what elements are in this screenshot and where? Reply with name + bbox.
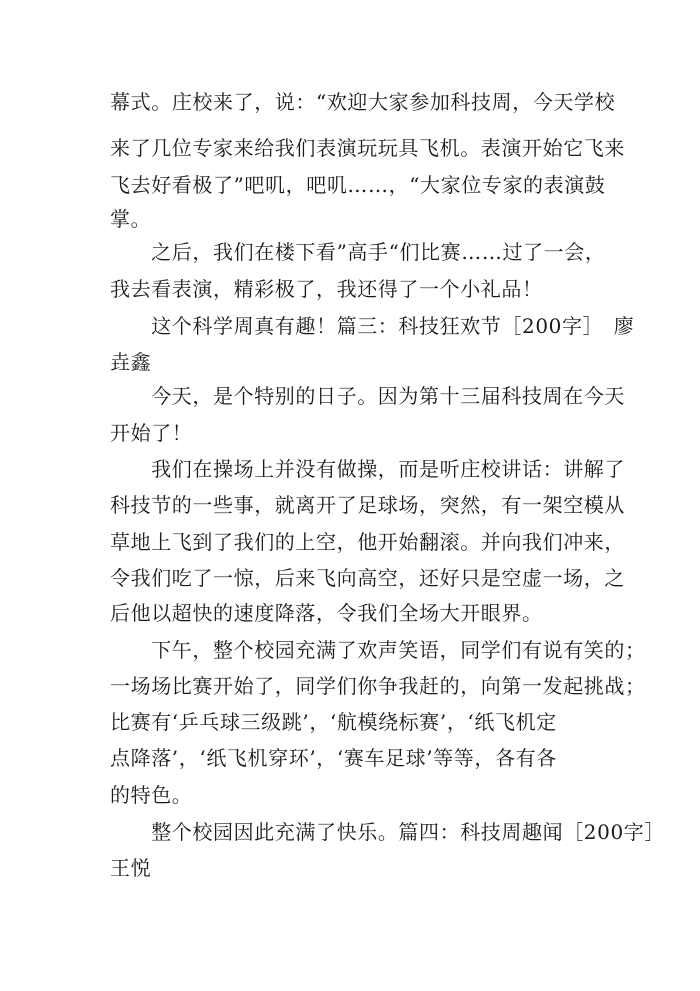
- text-line-4: 掌。: [110, 207, 152, 231]
- text-line-16: 下午，整个校园充满了欢声笑语，同学们有说有笑的；: [110, 638, 646, 662]
- text-line-18: 比赛有‘乒乓球三级跳’，‘航模绕标赛’，‘纸飞机定: [110, 710, 557, 734]
- text-line-5: 之后，我们在楼下看”高手“们比赛……过了一会，: [110, 240, 606, 264]
- text-line-1: 幕式。庄校来了，说：“欢迎大家参加科技周，今天学校: [110, 90, 616, 114]
- text-line-14: 令我们吃了一惊，后来飞向高空，还好只是空虚一场，之: [110, 566, 625, 590]
- text-line-19: 点降落’，‘纸飞机穿环’，‘赛车足球’等等，各有各: [110, 746, 557, 770]
- text-line-17: 一场场比赛开始了，同学们你争我赶的，向第一发起挑战；: [110, 674, 646, 698]
- text-line-3: 飞去好看极了”吧叽，吧叽……，“大家位专家的表演鼓: [110, 173, 606, 197]
- text-line-9: 今天，是个特别的日子。因为第十三届科技周在今天: [110, 384, 625, 408]
- text-line-11: 我们在操场上并没有做操，而是听庄校讲话：讲解了: [110, 457, 625, 481]
- text-line-2: 来了几位专家来给我们表演玩玩具飞机。表演开始它飞来: [110, 136, 625, 160]
- text-line-7: 这个科学周真有趣！篇三：科技狂欢节［200字］ 廖: [110, 314, 635, 338]
- text-line-6: 我去看表演，精彩极了，我还得了一个小礼品！: [110, 277, 543, 301]
- text-line-21: 整个校园因此充满了快乐。篇四：科技周趣闻［200字］: [110, 820, 665, 844]
- text-line-8: 垚鑫: [110, 350, 152, 374]
- text-line-22: 王悦: [110, 856, 152, 880]
- text-line-13: 草地上飞到了我们的上空，他开始翻滚。并向我们冲来，: [110, 530, 625, 554]
- text-line-20: 的特色。: [110, 783, 193, 807]
- text-line-10: 开始了！: [110, 421, 193, 445]
- text-line-12: 科技节的一些事，就离开了足球场，突然，有一架空模从: [110, 493, 625, 517]
- text-line-15: 后他以超快的速度降落，令我们全场大开眼界。: [110, 601, 543, 625]
